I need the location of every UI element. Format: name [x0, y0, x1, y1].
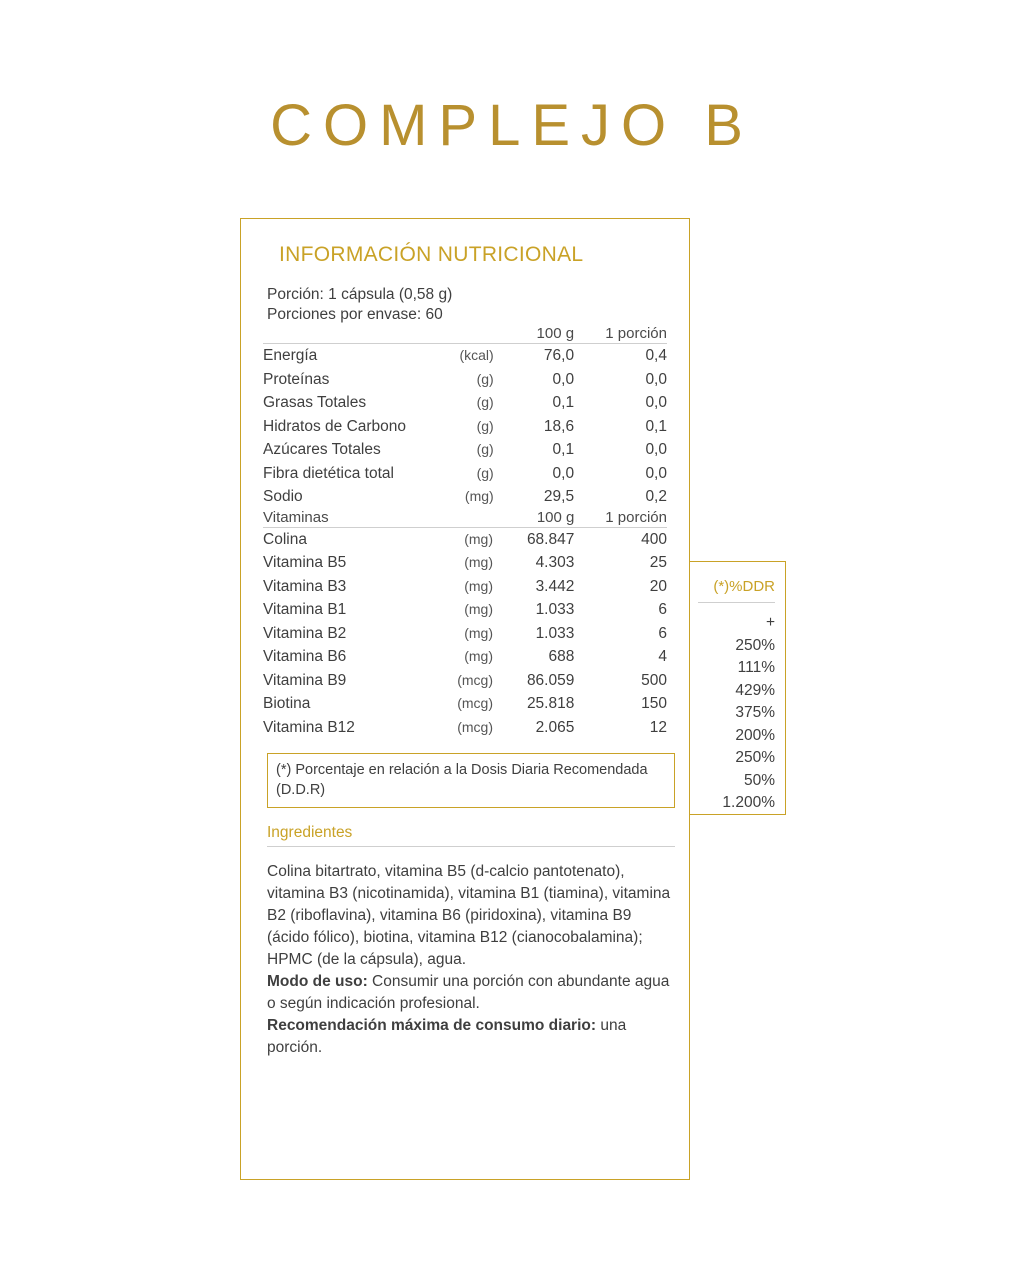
vitamins-header-portion: 1 porción: [605, 508, 667, 526]
ddr-values: [690, 603, 785, 815]
servings-per-container: Porciones por envase: 60: [267, 306, 443, 323]
serving-size: Porción: 1 cápsula (0,58 g): [267, 286, 453, 303]
nutrient-name: Hidratos de Carbono: [263, 417, 407, 435]
nutrient-per100: 0,0: [552, 370, 575, 388]
ddr-value: 111%: [737, 659, 775, 676]
vitamin-per100: 4.303: [535, 554, 575, 571]
vitamin-name: Vitamina B6: [263, 648, 347, 665]
ddr-column: [690, 561, 786, 815]
vitamin-per100: 86.059: [526, 671, 575, 689]
nutrient-unit: (mg): [464, 488, 494, 504]
ddr-value: 375%: [735, 704, 775, 721]
nutrient-name: Sodio: [263, 488, 303, 505]
vitamin-name: Vitamina B2: [263, 624, 347, 642]
ddr-value: +: [765, 614, 775, 631]
ddr-header: (*)%DDR: [713, 578, 775, 595]
nutrients-header-blank: [263, 325, 434, 342]
vitamins-header-label: Vitaminas: [263, 508, 329, 526]
vitamin-name: Vitamina B1: [263, 601, 347, 618]
vitamin-per100: 3.442: [535, 577, 575, 595]
table-row: [263, 438, 667, 462]
table-row: [263, 415, 667, 439]
vitamin-unit: (mg): [464, 530, 493, 547]
table-row: [263, 368, 667, 392]
ddr-value: 50%: [743, 771, 775, 789]
vitamins-header-row: [263, 509, 667, 526]
table-row: [263, 527, 667, 551]
nutrition-panel: [240, 218, 690, 1180]
vitamin-name: Vitamina B12: [263, 718, 355, 736]
nutrients-header-row: [263, 325, 667, 342]
nutrient-unit: (g): [476, 370, 494, 387]
nutrient-portion: 0,0: [645, 394, 667, 411]
vitamin-unit: (mcg): [457, 695, 493, 711]
nutrients-header-portion: 1 porción: [605, 325, 667, 342]
nutrient-name: Azúcares Totales: [263, 441, 381, 458]
vitamin-per100: 68.847: [526, 530, 575, 548]
nutrient-portion: 0,0: [645, 370, 667, 388]
ddr-value: 1.200%: [722, 794, 775, 811]
vitamin-portion: 20: [649, 577, 667, 595]
vitamin-unit: (mg): [464, 577, 493, 594]
table-row: [263, 551, 667, 575]
ddr-value: 429%: [735, 681, 775, 699]
table-row: [263, 344, 667, 368]
vitamin-per100: 688: [548, 648, 575, 665]
nutrient-per100: 0,1: [552, 394, 575, 411]
ddr-value: 250%: [735, 636, 775, 654]
vitamin-unit: (mg): [464, 624, 493, 641]
nutrient-unit: (g): [476, 394, 494, 410]
vitamin-portion: 6: [658, 624, 667, 642]
table-row: [263, 598, 667, 622]
nutrient-name: Grasas Totales: [263, 394, 367, 411]
vitamin-portion: 6: [658, 601, 667, 618]
vitamin-per100: 1.033: [535, 601, 575, 618]
usage-text: Consumir una porción con abundante agua o según indicación profesional.: [267, 973, 670, 1012]
table-row: [263, 575, 667, 599]
vitamin-name: Colina: [263, 530, 307, 548]
vitamin-name: Vitamina B5: [263, 554, 347, 571]
vitamin-name: Vitamina B9: [263, 671, 347, 689]
vitamin-unit: (mcg): [457, 718, 493, 735]
nutrient-portion: 0,4: [645, 347, 667, 364]
vitamins-header-unit: [433, 509, 493, 526]
nutrient-portion: 0,2: [645, 488, 667, 505]
vitamin-unit: (mcg): [457, 671, 493, 688]
vitamin-per100: 2.065: [535, 718, 575, 736]
nutrients-header-per100: 100 g: [536, 325, 575, 342]
nutrient-unit: (g): [476, 417, 494, 434]
nutrient-name: Fibra dietética total: [263, 464, 394, 482]
vitamin-portion: 400: [641, 530, 667, 548]
ingredients-block: [267, 861, 671, 1059]
ddr-value: 250%: [735, 749, 775, 766]
nutrient-portion: 0,1: [645, 417, 667, 435]
table-row: [263, 692, 667, 716]
page-title: COMPLEJO B: [270, 93, 754, 158]
nutrient-unit: (kcal): [459, 347, 494, 363]
nutrient-portion: 0,0: [645, 441, 667, 458]
nutrient-unit: (g): [476, 441, 494, 457]
vitamins-table: [263, 509, 667, 740]
vitamin-name: Biotina: [263, 695, 311, 712]
nutrients-table: [263, 325, 667, 509]
nutrient-per100: 0,1: [552, 441, 575, 458]
vitamins-header-per100: 100 g: [536, 508, 575, 526]
ingredients-text: Colina bitartrato, vitamina B5 (d-calcio pantotenato), vitamina B3 (nicotinamida), vitamina B1 (tiamina), vitamina B2 (riboflavina), vitamina B6 (piridoxina), vitamina B9 (ácido fólico), biotina, vitamina B12 (cianocobalamina); HPMC (de la cápsula), agua.: [267, 863, 671, 968]
vitamin-per100: 1.033: [535, 624, 575, 642]
nutrient-name: Proteínas: [263, 370, 330, 388]
table-row: [263, 716, 667, 740]
vitamin-unit: (mg): [464, 554, 493, 570]
table-row: [263, 622, 667, 646]
ddr-value: 200%: [735, 726, 775, 744]
table-row: [263, 485, 667, 509]
usage-label: Modo de uso:: [267, 973, 368, 990]
nutrient-per100: 0,0: [552, 464, 575, 482]
nutrition-heading: INFORMACIÓN NUTRICIONAL: [279, 243, 584, 266]
nutrient-name: Energía: [263, 347, 318, 364]
vitamin-portion: 4: [658, 648, 667, 665]
nutrient-per100: 18,6: [543, 417, 575, 435]
table-row: [263, 645, 667, 669]
vitamin-unit: (mg): [464, 648, 493, 664]
ingredients-title: Ingredientes: [267, 824, 353, 841]
ingredients-divider: [267, 846, 675, 847]
vitamin-portion: 500: [641, 671, 667, 689]
max-intake-label: Recomendación máxima de consumo diario:: [267, 1017, 597, 1034]
vitamin-portion: 150: [641, 695, 667, 712]
vitamin-portion: 25: [649, 554, 667, 571]
table-row: [263, 391, 667, 415]
nutrient-unit: (g): [476, 464, 494, 481]
nutrient-portion: 0,0: [645, 464, 667, 482]
table-row: [263, 669, 667, 693]
table-row: [263, 462, 667, 486]
nutrient-per100: 76,0: [543, 347, 575, 364]
vitamin-portion: 12: [649, 718, 667, 736]
nutrient-per100: 29,5: [543, 488, 575, 505]
vitamin-per100: 25.818: [526, 695, 575, 712]
nutrients-header-unit: [434, 325, 494, 342]
vitamin-name: Vitamina B3: [263, 577, 347, 595]
max-intake-text: una porción.: [267, 1017, 627, 1056]
ddr-note: (*) Porcentaje en relación a la Dosis Diaria Recomendada (D.D.R): [267, 753, 675, 808]
vitamin-unit: (mg): [464, 601, 493, 617]
